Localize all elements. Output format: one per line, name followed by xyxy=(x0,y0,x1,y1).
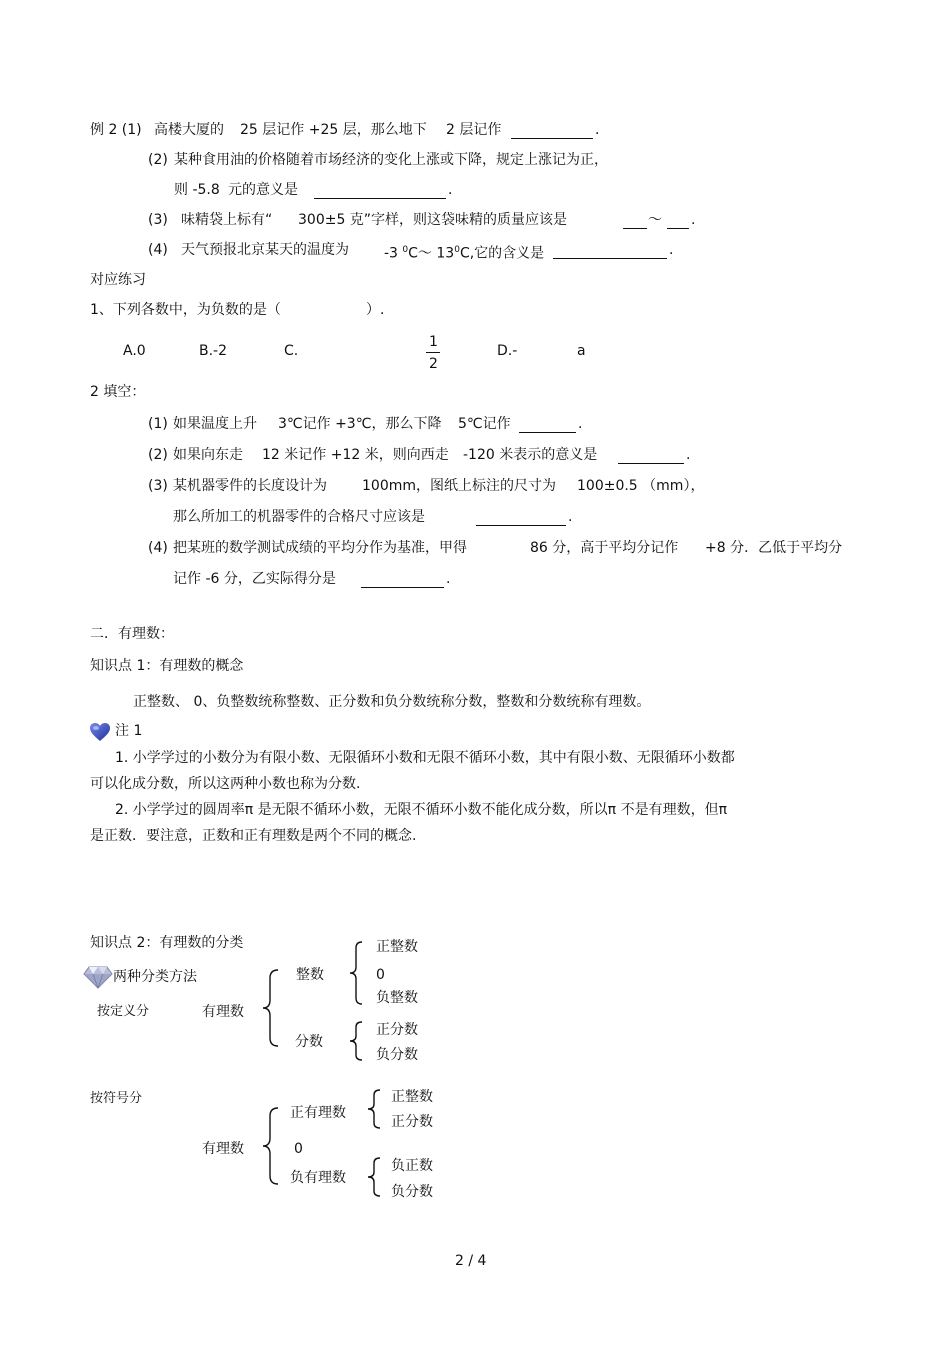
fill-2-text3: -120 米表示的意义是 xyxy=(463,447,598,463)
tree2-root: 有理数 xyxy=(202,1141,244,1157)
ex2-q3-text2: 300±5 克”字样，则这袋味精的质量应该是 xyxy=(298,212,568,228)
fill-3-end: . xyxy=(568,509,573,525)
ex2-q2-end: . xyxy=(448,182,453,198)
fraction-bar xyxy=(426,352,440,353)
tree1-positive-integer: 正整数 xyxy=(376,939,418,955)
option-c[interactable]: C. xyxy=(284,343,299,359)
fill-3-text1: 某机器零件的长度设计为 xyxy=(173,478,327,494)
heart-icon xyxy=(89,722,111,742)
ex2-q3-text1: 味精袋上标有“ xyxy=(181,212,273,228)
fraction-numerator: 1 xyxy=(429,334,438,350)
fill-4-label: (4) xyxy=(148,540,168,556)
note2-line1: 2. 小学学过的圆周率π 是无限不循环小数，无限不循环小数不能化成分数，所以π 不是有理数，但π xyxy=(115,802,727,818)
classification-methods: 两种分类方法 xyxy=(113,969,197,985)
ex2-q4-temperature: -3 $^0$C～ $13^0C$,它的含义是 xyxy=(384,245,545,262)
practice-title: 对应练习 xyxy=(90,272,146,288)
ex2-q2-text2: 元的意义是 xyxy=(228,182,298,198)
tree2-negative-rational: 负有理数 xyxy=(290,1170,346,1186)
fraction-denominator: 2 xyxy=(429,356,438,372)
ex2-q3-end: . xyxy=(691,212,696,228)
tree1-root: 有理数 xyxy=(202,1004,244,1020)
kp1-definition: 正整数、 0、负整数统称整数、正分数和负分数统称分数，整数和分数统称有理数。 xyxy=(133,694,651,710)
ex2-q1-text3: 2 层记作 xyxy=(446,122,502,138)
fill-3-line2: 那么所加工的机器零件的合格尺寸应该是 xyxy=(173,509,425,525)
fill-2-blank[interactable] xyxy=(618,463,684,464)
tree1-negative-integer: 负整数 xyxy=(376,990,418,1006)
tree2-positive-fraction: 正分数 xyxy=(391,1114,433,1130)
ex2-q1-label: 例 2 (1) xyxy=(90,122,142,138)
tree2-positive-brace xyxy=(366,1088,382,1130)
ex2-q1-text1: 高楼大厦的 xyxy=(154,122,224,138)
tree1-fraction: 分数 xyxy=(295,1034,323,1050)
fill-4-end: . xyxy=(446,571,451,587)
ex2-q3-label: (3) xyxy=(148,212,168,228)
ex2-q2-label: (2) xyxy=(148,152,168,168)
fill-2-text2: 12 米记作 +12 米，则向西走 xyxy=(262,447,449,463)
option-d-variable: a xyxy=(577,343,586,359)
option-b[interactable]: B.-2 xyxy=(199,343,228,359)
knowledge-point-2: 知识点 2：有理数的分类 xyxy=(90,935,244,951)
ex2-q1-end: . xyxy=(595,122,600,138)
tree1-integer: 整数 xyxy=(296,967,324,983)
fill-3-text2: 100mm，图纸上标注的尺寸为 xyxy=(362,478,556,494)
tree2-negative-integer: 负正数 xyxy=(391,1158,433,1174)
fill-1-label: (1) xyxy=(148,416,168,432)
by-definition-label: 按定义分 xyxy=(97,1004,150,1019)
tree2-negative-brace xyxy=(366,1156,382,1198)
fill-4-line2: 记作 -6 分，乙实际得分是 xyxy=(173,571,336,587)
fill-2-label: (2) xyxy=(148,447,168,463)
ex2-q2-text1: 则 -5.8 xyxy=(174,182,220,198)
fill-1-text1: 如果温度上升 xyxy=(173,416,257,432)
page-number: 2 / 4 xyxy=(455,1253,487,1269)
fill-3-text3: 100±0.5 （mm）， xyxy=(577,478,705,494)
practice-q2-title: 2 填空： xyxy=(90,384,146,400)
fill-2-end: . xyxy=(686,447,691,463)
tree1-main-brace xyxy=(260,968,280,1048)
note1-line1: 1. 小学学过的小数分为有限小数、无限循环小数和无限不循环小数，其中有限小数、无限循环小数都 xyxy=(115,750,735,766)
ex2-q4-end: . xyxy=(669,242,674,258)
option-d[interactable]: D.- xyxy=(497,343,518,359)
fill-4-text2: 86 分，高于平均分记作 xyxy=(530,540,679,556)
tree2-negative-fraction: 负分数 xyxy=(391,1184,433,1200)
ex2-q4-text1: 天气预报北京某天的温度为 xyxy=(181,242,349,258)
ex2-q2-line1: 某种食用油的价格随着市场经济的变化上涨或下降，规定上涨记为正， xyxy=(174,152,608,168)
tree1-negative-fraction: 负分数 xyxy=(376,1047,418,1063)
tree2-main-brace xyxy=(260,1106,280,1186)
fill-1-blank[interactable] xyxy=(519,432,576,433)
fill-1-text2: 3℃记作 +3℃，那么下降 xyxy=(278,416,442,432)
ex2-q3-tilde: ～ xyxy=(648,212,662,228)
fill-1-end: . xyxy=(578,416,583,432)
ex2-q4-label: (4) xyxy=(148,242,168,258)
section2-title: 二．有理数： xyxy=(90,626,174,642)
tree2-positive-rational: 正有理数 xyxy=(290,1105,346,1121)
tree2-positive-integer: 正整数 xyxy=(391,1089,433,1105)
by-sign-label: 按符号分 xyxy=(90,1091,143,1106)
ex2-q4-answer-blank[interactable] xyxy=(553,258,667,259)
ex2-q1-answer-blank[interactable] xyxy=(511,138,593,139)
fill-4-text3: +8 分．乙低于平均分 xyxy=(705,540,843,556)
note1-line2: 可以化成分数，所以这两种小数也称为分数. xyxy=(90,776,361,792)
fill-4-text1: 把某班的数学测试成绩的平均分作为基准，甲得 xyxy=(173,540,467,556)
tree1-zero: 0 xyxy=(376,967,385,983)
option-a[interactable]: A.0 xyxy=(123,343,146,359)
tree1-integer-brace xyxy=(348,940,364,1006)
tree1-fraction-brace xyxy=(348,1020,364,1062)
note2-line2: 是正数．要注意，正数和正有理数是两个不同的概念. xyxy=(90,828,417,844)
fill-3-label: (3) xyxy=(148,478,168,494)
fill-4-blank[interactable] xyxy=(361,587,444,588)
knowledge-point-1: 知识点 1：有理数的概念 xyxy=(90,658,244,674)
diamond-icon xyxy=(83,965,113,989)
ex2-q1-text2: 25 层记作 +25 层，那么地下 xyxy=(240,122,427,138)
fill-2-text1: 如果向东走 xyxy=(173,447,243,463)
practice-q1-text: 1、下列各数中，为负数的是（ xyxy=(90,302,281,318)
note-label: 注 1 xyxy=(115,723,143,739)
ex2-q3-blank-max[interactable] xyxy=(667,228,689,229)
tree2-zero: 0 xyxy=(294,1141,303,1157)
practice-q1-close: ）. xyxy=(366,302,385,318)
fill-1-text3: 5℃记作 xyxy=(458,416,511,432)
ex2-q2-answer-blank[interactable] xyxy=(314,198,446,199)
ex2-q3-blank-min[interactable] xyxy=(623,228,647,229)
tree1-positive-fraction: 正分数 xyxy=(376,1022,418,1038)
fill-3-blank[interactable] xyxy=(476,525,566,526)
